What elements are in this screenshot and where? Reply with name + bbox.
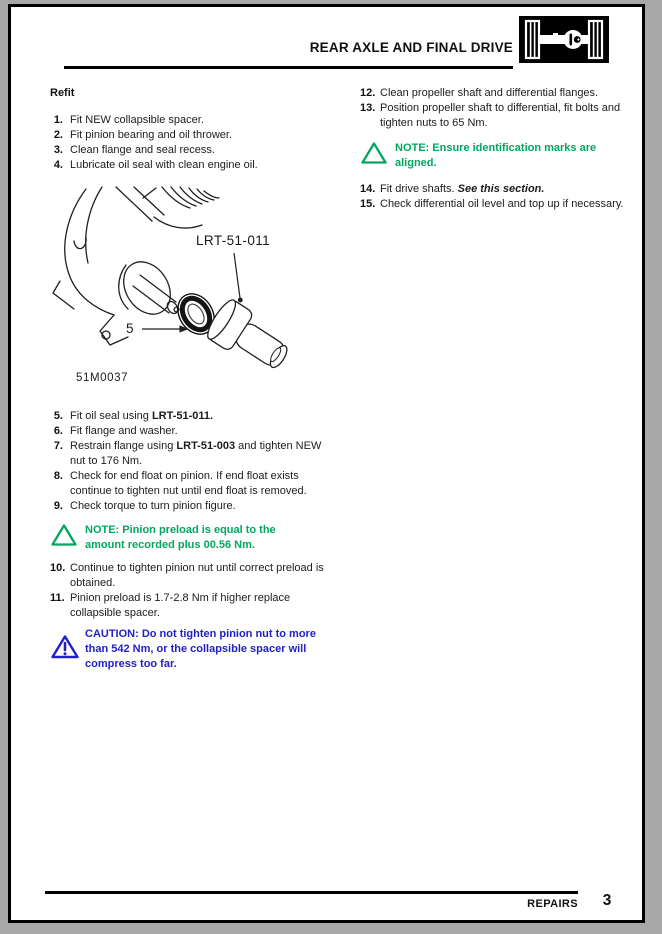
steps-1-4 [50,113,338,173]
step-2: 2. Fit pinion bearing and oil thrower. [53,129,233,141]
triangle-note-icon [50,522,85,553]
footer-rule [45,891,578,894]
steps-14-15 [360,182,641,212]
step-13: 13. Position propeller shaft to differential, fit bolts and tighten nuts to 65 Nm. [360,102,621,129]
step-11: 11. Pinion preload is 1.7-2.8 Nm if higher replace collapsible spacer. [50,592,291,619]
step-12: 12. Clean propeller shaft and differential flanges. [360,87,599,99]
triangle-note-icon [360,140,395,171]
figure-drawing [50,185,338,397]
triangle-exclamation-icon [50,633,85,666]
note-identification-marks: NOTE: Ensure identification marks are aligned. [360,140,641,171]
steps-5-9 [50,409,338,514]
step-14: 14. Fit drive shafts. See this section. [360,183,545,195]
note-pinion-preload: NOTE: Pinion preload is equal to the amount recorded plus 00.56 Nm. [50,522,338,553]
rear-axle-icon [519,16,609,63]
pinion-seal-figure [50,185,338,397]
callout-5: 5 [126,321,134,336]
left-column [50,86,338,672]
page-number: 3 [602,892,612,909]
footer-section-label: REPAIRS [527,898,578,910]
step-15: 15. Check differential oil level and top up if necessary. [360,198,624,210]
refit-heading: Refit [50,87,75,99]
right-column [360,86,641,212]
header-rule [64,66,513,69]
step-7: 7. Restrain flange using LRT-51-003 and tighten NEW nut to 176 Nm. [53,440,322,467]
page-title: REAR AXLE AND FINAL DRIVE [309,40,513,55]
figure-number: 51M0037 [76,372,129,384]
steps-12-13 [360,86,641,131]
caution-pinion-nut: CAUTION: Do not tighten pinion nut to more than 542 Nm, or the collapsible spacer will compress too far. [50,627,338,672]
step-4: 4. Lubricate oil seal with clean engine oil. [53,159,258,171]
tool-label: LRT-51-011 [196,233,271,248]
steps-10-11 [50,561,338,621]
step-1: 1. Fit NEW collapsible spacer. [53,114,204,126]
step-5: 5. Fit oil seal using LRT-51-011. [53,410,214,422]
step-9: 9. Check torque to turn pinion figure. [53,500,236,512]
step-6: 6. Fit flange and washer. [53,425,178,437]
tool-drift [203,296,296,378]
manual-page [8,4,645,923]
step-3: 3. Clean flange and seal recess. [53,144,215,156]
step-10: 10. Continue to tighten pinion nut until correct preload is obtained. [50,562,324,589]
step-8: 8. Check for end float on pinion. If end float exists continue to tighten nut until end float is removed. [53,470,307,497]
